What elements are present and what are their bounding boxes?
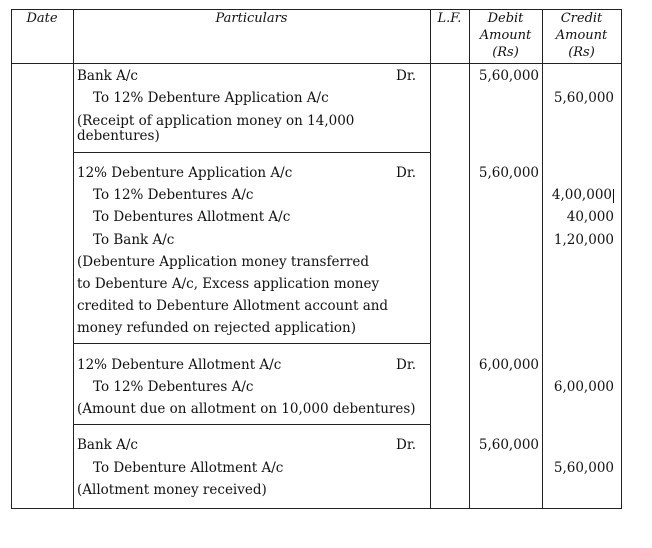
entry-2-credit-amount-2: 40,000 xyxy=(566,209,614,225)
col-border-left xyxy=(11,9,12,509)
entry-2-debit-amount: 5,60,000 xyxy=(478,165,539,181)
entry-4-dr: Dr. xyxy=(396,437,417,453)
entry-2-dr: Dr. xyxy=(396,165,417,181)
entry-4-credit-account-1: To Debenture Allotment A/c xyxy=(93,460,284,476)
entry-separator-2 xyxy=(73,343,431,344)
entry-2-credit-account-3: To Bank A/c xyxy=(93,232,175,248)
entry-1-dr: Dr. xyxy=(396,68,417,84)
entry-3-debit-amount: 6,00,000 xyxy=(478,357,539,373)
entry-1-narration-2: debentures) xyxy=(77,128,160,144)
entry-2-credit-account-2: To Debentures Allotment A/c xyxy=(93,209,291,225)
header-debit-1: Debit xyxy=(487,11,524,26)
entry-2-credit-account-1: To 12% Debentures A/c xyxy=(93,187,254,203)
entry-1-narration-1: (Receipt of application money on 14,000 xyxy=(77,113,355,129)
table-bottom-border xyxy=(11,508,622,509)
entry-2-narration-1: (Debenture Application money transferred xyxy=(77,254,369,270)
table-top-border xyxy=(11,9,622,10)
entry-2-credit-amount-1: 4,00,000 xyxy=(551,187,612,203)
entry-4-debit-amount: 5,60,000 xyxy=(478,437,539,453)
header-date: Date xyxy=(26,11,58,26)
entry-3-credit-amount-1: 6,00,000 xyxy=(553,379,614,395)
header-credit-2: Amount xyxy=(555,28,608,43)
entry-1-credit-account-1: To 12% Debenture Application A/c xyxy=(93,90,329,106)
entry-1-debit-amount: 5,60,000 xyxy=(478,68,539,84)
entry-4-debit-account: Bank A/c xyxy=(77,437,138,453)
header-lf: L.F. xyxy=(437,11,462,26)
header-debit-3: (Rs) xyxy=(492,45,519,60)
text-cursor-mark xyxy=(613,189,614,203)
header-particulars: Particulars xyxy=(215,11,288,26)
entry-4-credit-amount-1: 5,60,000 xyxy=(553,460,614,476)
entry-3-dr: Dr. xyxy=(396,357,417,373)
col-border-particulars xyxy=(430,9,431,509)
header-credit-1: Credit xyxy=(560,11,603,26)
entry-3-narration-1: (Amount due on allotment on 10,000 debentures) xyxy=(77,401,416,417)
col-border-debit xyxy=(542,9,543,509)
entry-2-narration-2: to Debenture A/c, Excess application money xyxy=(77,276,380,292)
entry-3-credit-account-1: To 12% Debentures A/c xyxy=(93,379,254,395)
entry-1-debit-account: Bank A/c xyxy=(77,68,138,84)
entry-separator-1 xyxy=(73,152,431,153)
header-debit-2: Amount xyxy=(479,28,532,43)
entry-2-debit-account: 12% Debenture Application A/c xyxy=(77,165,293,181)
entry-4-narration-1: (Allotment money received) xyxy=(77,482,267,498)
col-border-date xyxy=(73,9,74,509)
header-credit-3: (Rs) xyxy=(568,45,595,60)
entry-separator-3 xyxy=(73,424,431,425)
entry-2-credit-amount-3: 1,20,000 xyxy=(553,232,614,248)
entry-2-narration-4: money refunded on rejected application) xyxy=(77,320,356,336)
header-bottom-border xyxy=(11,63,622,64)
entry-1-credit-amount-1: 5,60,000 xyxy=(553,90,614,106)
col-border-right xyxy=(621,9,622,509)
entry-3-debit-account: 12% Debenture Allotment A/c xyxy=(77,357,282,373)
entry-2-narration-3: credited to Debenture Allotment account and xyxy=(77,298,389,314)
